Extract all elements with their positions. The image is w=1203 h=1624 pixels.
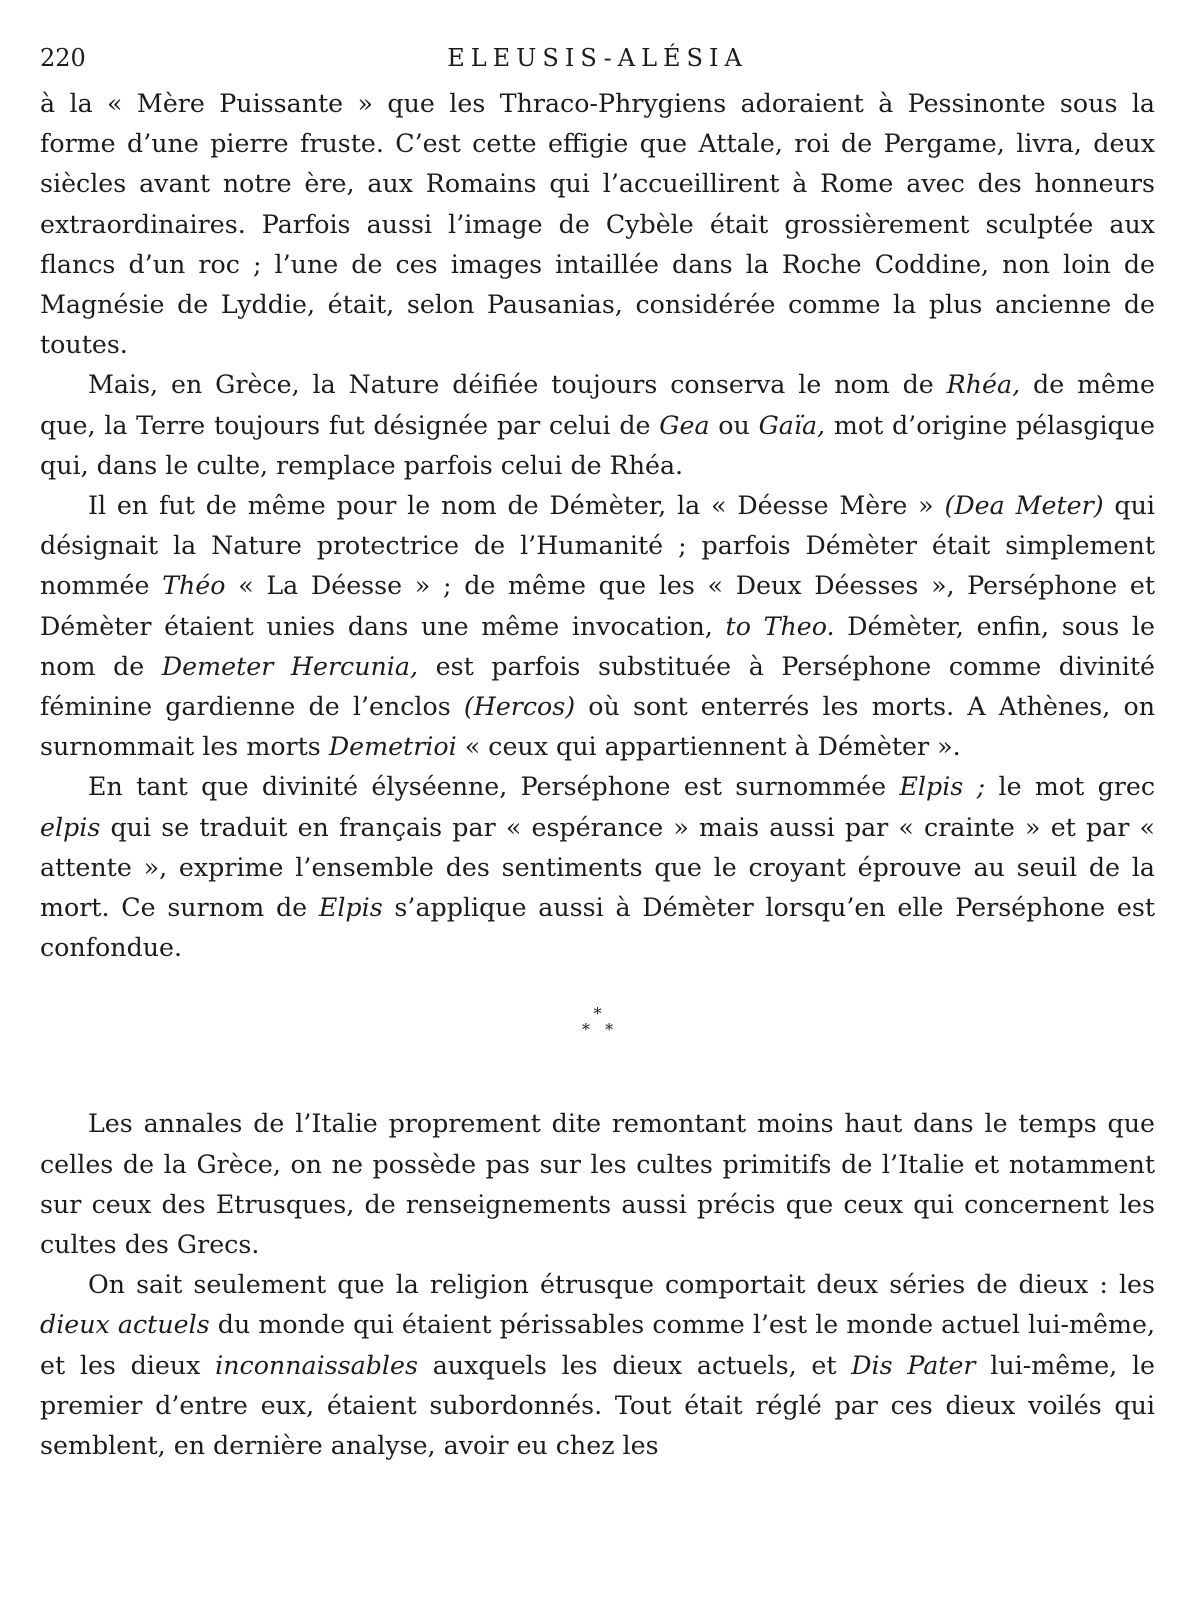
italic-term: inconnaissables (215, 1350, 418, 1380)
text-run: « ceux qui appartiennent à Démèter ». (456, 732, 961, 762)
text-run: à la « Mère Puissante » que les Thraco-Phrygiens adoraient à Pessinonte sous la forme d’une pierre fruste. C’est cette effigie que Attale, roi de Pergame, livra, deux siècles avant notre ère, aux Romains qui l’accueillirent à Rome avec des honneurs extraordinaires. Parfois aussi l’image de Cybèle était grossièrement sculptée aux flancs d’un roc ; l’une de ces images intaillée dans la Roche Coddine, non loin de Magnésie de Lyddie, était, selon Pausanias, considérée comme la plus ancienne de toutes. (40, 89, 1155, 360)
text-run: Les annales de l’Italie proprement dite remontant moins haut dans le temps que celles de la Grèce, on ne possède pas sur les cultes primitifs de l’Italie et notamment sur ceux des Etrusques, de renseignements aussi précis que ceux qui concernent les cultes des Grecs. (40, 1109, 1155, 1260)
italic-term: dieux actuels (40, 1310, 210, 1340)
paragraph (40, 767, 1155, 968)
text-run: s’applique aussi à Démèter lorsqu’en elle Perséphone est confondue. (40, 893, 1155, 963)
text-run: qui se traduit en français par « espérance » mais aussi par « crainte » et par « attente », exprime l’ensemble des sentiments que le croyant éprouve au seuil de la mort. Ce surnom de (40, 812, 1155, 923)
text-run: mot d’origine pélasgique qui, dans le culte, remplace parfois celui de Rhéa. (40, 410, 1155, 480)
asterism (40, 1006, 1155, 1038)
text-run: Il en fut de même pour le nom de Démèter, la « Déesse Mère » (88, 491, 945, 521)
italic-term: to Theo. (725, 611, 835, 641)
italic-term: (Hercos) (463, 692, 576, 722)
italic-term: (Dea Meter) (944, 491, 1104, 521)
italic-term: elpis (40, 812, 101, 842)
text-run: lui-même, le premier d’entre eux, étaient subordonnés. Tout était réglé par ces dieux voilés qui semblent, en dernière analyse, avoir eu chez les (40, 1350, 1156, 1461)
text-run: est parfois substituée à Perséphone comme divinité féminine gardienne de l’enclos (40, 651, 1155, 722)
paragraph (40, 365, 1155, 486)
paragraph (40, 486, 1155, 767)
text-run: auxquels les dieux actuels, et (417, 1350, 852, 1380)
running-title: ELEUSIS-ALÉSIA (447, 44, 748, 72)
paragraph (40, 1104, 1155, 1265)
page-header (40, 44, 1155, 84)
text-run: Démèter, enfin, sous le nom de (40, 611, 1155, 681)
asterism-bottom-stars: * * (581, 1020, 614, 1040)
italic-term: Elpis ; (899, 772, 986, 802)
italic-term: Théo (162, 571, 226, 601)
text-run: où sont enterrés les morts. A Athènes, on surnommait les morts (40, 692, 1155, 762)
page-number: 220 (40, 44, 86, 72)
body-text-bottom (40, 1104, 1155, 1466)
text-run: qui désignait la Nature protectrice de l’Humanité ; parfois Démèter était simplement nommée (40, 491, 1155, 601)
text-run: « La Déesse » ; de même que les « Deux Déesses », Perséphone et Démèter étaient unies dans une même invocation, (40, 571, 1155, 641)
text-run: ou (709, 410, 759, 440)
paragraph (40, 1265, 1155, 1466)
text-run: du monde qui étaient périssables comme l’est le monde actuel lui-même, et les dieux (40, 1310, 1155, 1380)
text-run: le mot grec (985, 772, 1156, 802)
text-run: de même que, la Terre toujours fut désignée par celui de (40, 370, 1155, 440)
italic-term: Demetrioi (328, 732, 457, 762)
body-text-top (40, 84, 1155, 968)
section-break (40, 968, 1155, 1104)
paragraph (40, 84, 1155, 365)
text-run: En tant que divinité élyséenne, Perséphone est surnommée (88, 772, 900, 802)
italic-term: Dis Pater (851, 1350, 976, 1380)
italic-term: Rhéa, (946, 370, 1021, 400)
italic-term: Gaïa, (758, 410, 826, 440)
asterism-top-star: * (593, 1004, 602, 1024)
italic-term: Gea (659, 410, 710, 440)
italic-term: Demeter Hercunia, (161, 651, 419, 681)
text-run: On sait seulement que la religion étrusque comportait deux séries de dieux : les (88, 1270, 1155, 1300)
italic-term: Elpis (318, 893, 383, 923)
text-run: Mais, en Grèce, la Nature déifiée toujours conserva le nom de (88, 370, 947, 400)
book-page (40, 44, 1155, 1466)
